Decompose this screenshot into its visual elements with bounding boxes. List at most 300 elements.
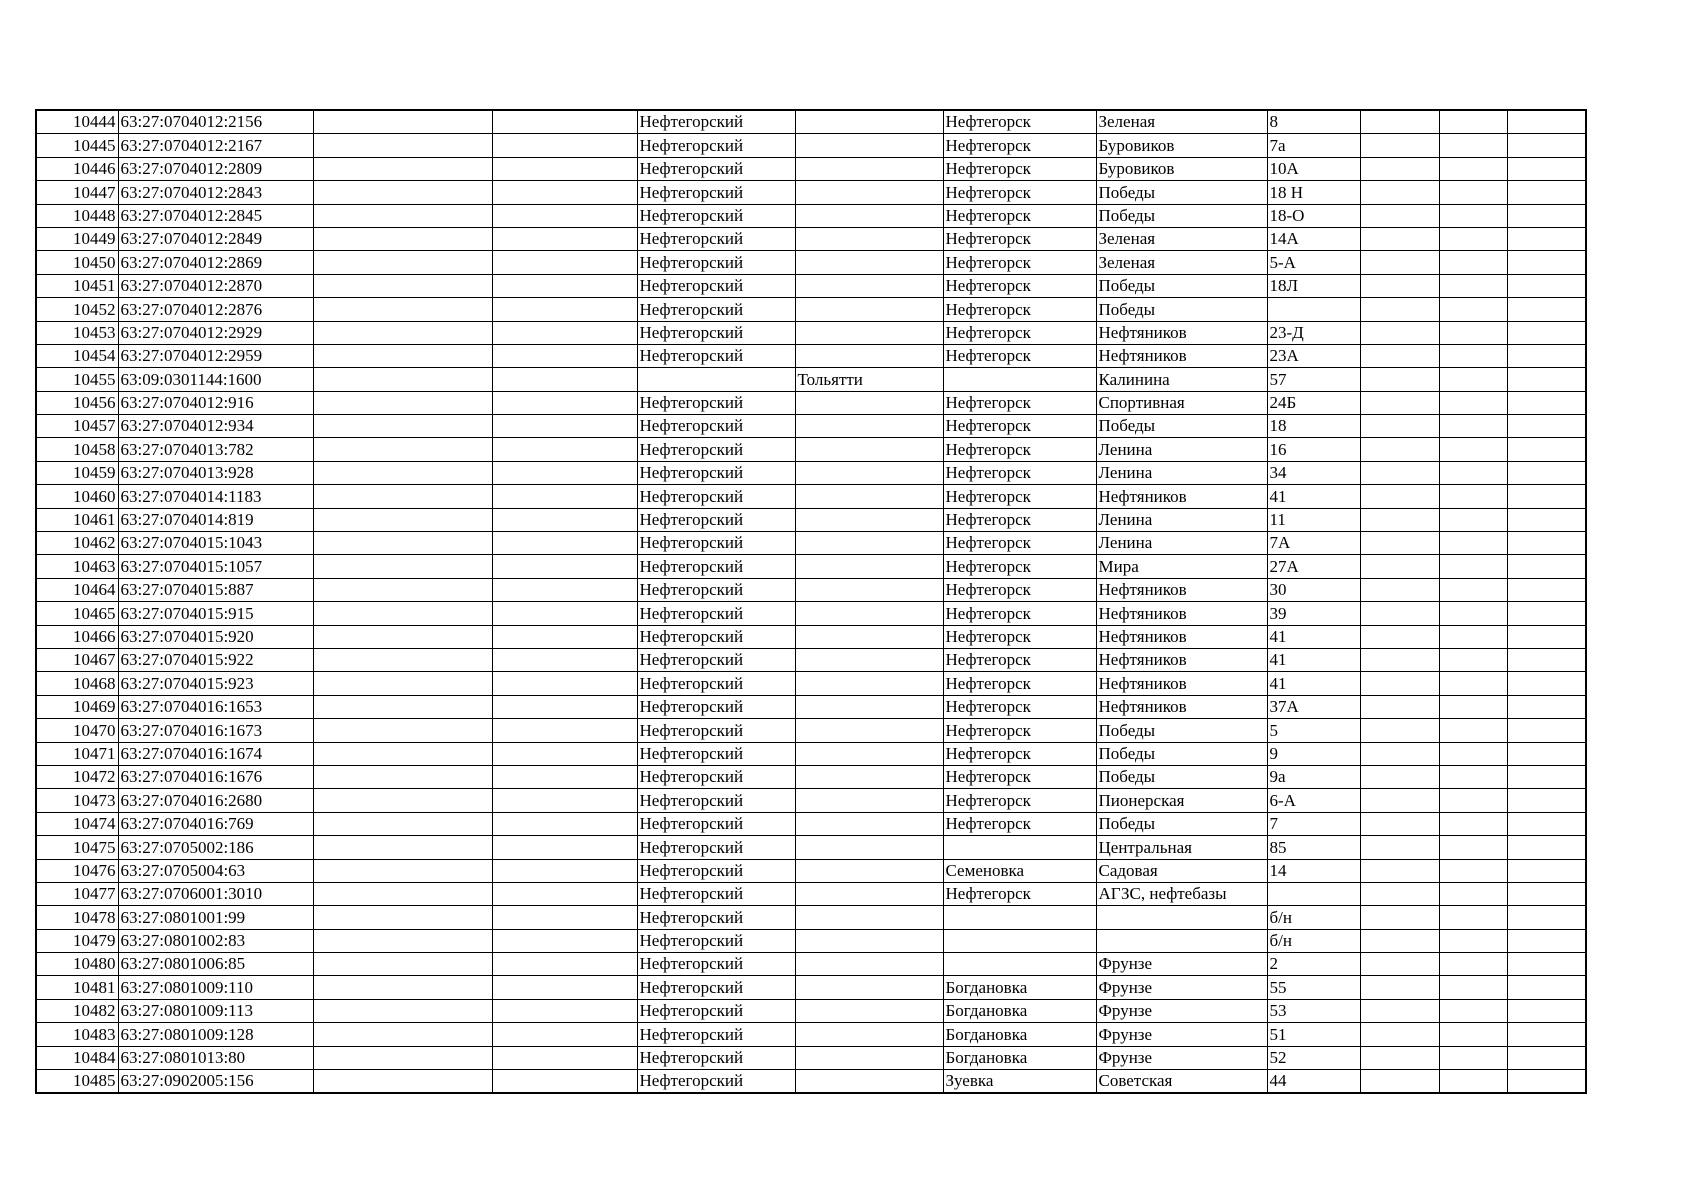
cell-settlement: Нефтегорск (943, 672, 1096, 695)
table-row (36, 578, 1586, 601)
cell-col-blank-3 (1360, 765, 1439, 788)
cell-cadastral-number: 63:27:0801009:128 (118, 1023, 313, 1046)
cell-col-blank-3 (1360, 906, 1439, 929)
cell-settlement: Нефтегорск (943, 438, 1096, 461)
cell-col-blank-3 (1360, 695, 1439, 718)
cell-city (795, 391, 943, 414)
cell-row-number: 10459 (36, 461, 118, 484)
cell-district: Нефтегорский (637, 438, 795, 461)
cell-settlement: Нефтегорск (943, 882, 1096, 905)
cell-house-number: 57 (1267, 368, 1360, 391)
cell-cadastral-number: 63:27:0704012:2959 (118, 344, 313, 367)
cell-settlement: Нефтегорск (943, 648, 1096, 671)
cell-row-number: 10449 (36, 227, 118, 250)
table-row (36, 415, 1586, 438)
cell-col-blank-5 (1507, 906, 1586, 929)
cell-settlement: Нефтегорск (943, 812, 1096, 835)
cell-row-number: 10448 (36, 204, 118, 227)
cell-street: Нефтяников (1096, 648, 1267, 671)
cell-cadastral-number: 63:27:0704012:916 (118, 391, 313, 414)
cell-cadastral-number: 63:27:0704012:934 (118, 415, 313, 438)
cell-street: Нефтяников (1096, 485, 1267, 508)
cell-settlement: Нефтегорск (943, 344, 1096, 367)
table-row (36, 999, 1586, 1022)
table-row (36, 134, 1586, 157)
cell-district: Нефтегорский (637, 1023, 795, 1046)
cell-settlement: Нефтегорск (943, 321, 1096, 344)
cell-col-blank-4 (1439, 274, 1507, 297)
cell-row-number: 10478 (36, 906, 118, 929)
cell-street: Ленина (1096, 508, 1267, 531)
cell-district: Нефтегорский (637, 836, 795, 859)
table-row (36, 438, 1586, 461)
cell-col-blank-2 (492, 157, 637, 180)
cell-col-blank-3 (1360, 298, 1439, 321)
cell-col-blank-1 (313, 157, 492, 180)
cell-col-blank-4 (1439, 882, 1507, 905)
cell-row-number: 10446 (36, 157, 118, 180)
cell-col-blank-4 (1439, 204, 1507, 227)
cell-district: Нефтегорский (637, 532, 795, 555)
cell-settlement: Нефтегорск (943, 485, 1096, 508)
cell-street: Победы (1096, 181, 1267, 204)
cell-row-number: 10452 (36, 298, 118, 321)
cell-cadastral-number: 63:27:0704012:2843 (118, 181, 313, 204)
table-row (36, 485, 1586, 508)
cell-street: Нефтяников (1096, 578, 1267, 601)
cell-col-blank-1 (313, 953, 492, 976)
cell-settlement: Нефтегорск (943, 391, 1096, 414)
cell-row-number: 10455 (36, 368, 118, 391)
cell-col-blank-1 (313, 344, 492, 367)
cell-house-number: 16 (1267, 438, 1360, 461)
cell-col-blank-1 (313, 1046, 492, 1069)
cell-col-blank-5 (1507, 1046, 1586, 1069)
cell-col-blank-3 (1360, 555, 1439, 578)
cell-col-blank-2 (492, 906, 637, 929)
cell-cadastral-number: 63:27:0704014:819 (118, 508, 313, 531)
cell-street: Зеленая (1096, 227, 1267, 250)
cell-row-number: 10450 (36, 251, 118, 274)
cell-row-number: 10465 (36, 602, 118, 625)
cell-street: Победы (1096, 812, 1267, 835)
cell-district: Нефтегорский (637, 485, 795, 508)
cell-col-blank-5 (1507, 672, 1586, 695)
cell-district: Нефтегорский (637, 555, 795, 578)
cell-street: Нефтяников (1096, 321, 1267, 344)
cell-col-blank-3 (1360, 625, 1439, 648)
cell-district: Нефтегорский (637, 625, 795, 648)
cell-street: Фрунзе (1096, 1023, 1267, 1046)
cell-col-blank-3 (1360, 999, 1439, 1022)
cell-district: Нефтегорский (637, 508, 795, 531)
cell-row-number: 10470 (36, 719, 118, 742)
cell-city (795, 110, 943, 134)
cell-col-blank-1 (313, 859, 492, 882)
cell-row-number: 10454 (36, 344, 118, 367)
table-row (36, 391, 1586, 414)
cell-district: Нефтегорский (637, 695, 795, 718)
cell-city (795, 1070, 943, 1094)
table-row (36, 765, 1586, 788)
cell-col-blank-3 (1360, 344, 1439, 367)
cell-col-blank-5 (1507, 368, 1586, 391)
cell-row-number: 10464 (36, 578, 118, 601)
cell-col-blank-5 (1507, 882, 1586, 905)
cell-settlement: Зуевка (943, 1070, 1096, 1094)
cell-row-number: 10461 (36, 508, 118, 531)
table-row (36, 625, 1586, 648)
cell-col-blank-3 (1360, 719, 1439, 742)
cell-district: Нефтегорский (637, 181, 795, 204)
cell-cadastral-number: 63:27:0704012:2845 (118, 204, 313, 227)
cell-col-blank-2 (492, 485, 637, 508)
cell-cadastral-number: 63:27:0704015:1043 (118, 532, 313, 555)
cell-cadastral-number: 63:27:0704016:2680 (118, 789, 313, 812)
cell-street: Нефтяников (1096, 625, 1267, 648)
cell-col-blank-3 (1360, 648, 1439, 671)
cell-col-blank-4 (1439, 508, 1507, 531)
cell-col-blank-5 (1507, 719, 1586, 742)
cell-col-blank-4 (1439, 555, 1507, 578)
cell-col-blank-4 (1439, 1046, 1507, 1069)
cell-col-blank-3 (1360, 438, 1439, 461)
cell-house-number: 41 (1267, 485, 1360, 508)
cell-settlement: Семеновка (943, 859, 1096, 882)
cell-cadastral-number: 63:27:0704012:2869 (118, 251, 313, 274)
cell-house-number: 7а (1267, 134, 1360, 157)
cell-district: Нефтегорский (637, 578, 795, 601)
cell-city (795, 742, 943, 765)
table-row (36, 321, 1586, 344)
cell-cadastral-number: 63:27:0704012:2876 (118, 298, 313, 321)
cell-street: Советская (1096, 1070, 1267, 1094)
cell-street: Фрунзе (1096, 1046, 1267, 1069)
cell-house-number: 10А (1267, 157, 1360, 180)
cell-district: Нефтегорский (637, 157, 795, 180)
cell-city (795, 836, 943, 859)
cell-cadastral-number: 63:09:0301144:1600 (118, 368, 313, 391)
cell-col-blank-5 (1507, 1070, 1586, 1094)
cell-district: Нефтегорский (637, 298, 795, 321)
cell-settlement: Нефтегорск (943, 204, 1096, 227)
cell-col-blank-1 (313, 625, 492, 648)
cell-cadastral-number: 63:27:0704012:2809 (118, 157, 313, 180)
cell-cadastral-number: 63:27:0704015:1057 (118, 555, 313, 578)
cell-street: Победы (1096, 765, 1267, 788)
cell-cadastral-number: 63:27:0704016:1673 (118, 719, 313, 742)
cell-city (795, 274, 943, 297)
cell-col-blank-4 (1439, 953, 1507, 976)
table-row (36, 929, 1586, 952)
cell-house-number: 44 (1267, 1070, 1360, 1094)
cell-district: Нефтегорский (637, 1046, 795, 1069)
cell-col-blank-3 (1360, 1023, 1439, 1046)
cell-city (795, 976, 943, 999)
cell-row-number: 10444 (36, 110, 118, 134)
cell-settlement: Нефтегорск (943, 602, 1096, 625)
cell-city (795, 555, 943, 578)
cell-cadastral-number: 63:27:0704016:1676 (118, 765, 313, 788)
table-row (36, 204, 1586, 227)
cell-district: Нефтегорский (637, 461, 795, 484)
cell-col-blank-4 (1439, 906, 1507, 929)
cell-col-blank-4 (1439, 1023, 1507, 1046)
cell-col-blank-2 (492, 672, 637, 695)
cell-col-blank-5 (1507, 461, 1586, 484)
cell-col-blank-5 (1507, 1023, 1586, 1046)
cell-col-blank-1 (313, 274, 492, 297)
cell-cadastral-number: 63:27:0705004:63 (118, 859, 313, 882)
cell-col-blank-3 (1360, 1046, 1439, 1069)
cell-row-number: 10468 (36, 672, 118, 695)
cell-col-blank-4 (1439, 1070, 1507, 1094)
cell-house-number: 7А (1267, 532, 1360, 555)
table-row (36, 812, 1586, 835)
cell-row-number: 10467 (36, 648, 118, 671)
cell-col-blank-5 (1507, 929, 1586, 952)
cell-col-blank-1 (313, 227, 492, 250)
cell-col-blank-3 (1360, 274, 1439, 297)
cell-house-number: 6-А (1267, 789, 1360, 812)
cell-district: Нефтегорский (637, 742, 795, 765)
cell-col-blank-2 (492, 976, 637, 999)
cell-col-blank-5 (1507, 976, 1586, 999)
cell-col-blank-4 (1439, 157, 1507, 180)
cell-col-blank-4 (1439, 298, 1507, 321)
cell-city (795, 999, 943, 1022)
cell-col-blank-1 (313, 648, 492, 671)
cell-col-blank-4 (1439, 321, 1507, 344)
cell-district: Нефтегорский (637, 789, 795, 812)
cell-col-blank-1 (313, 906, 492, 929)
cell-col-blank-1 (313, 532, 492, 555)
cell-street: Фрунзе (1096, 976, 1267, 999)
cell-col-blank-2 (492, 765, 637, 788)
cell-settlement: Нефтегорск (943, 508, 1096, 531)
cell-street: Нефтяников (1096, 602, 1267, 625)
cell-street: Буровиков (1096, 157, 1267, 180)
cell-col-blank-4 (1439, 485, 1507, 508)
cell-cadastral-number: 63:27:0704013:782 (118, 438, 313, 461)
cell-col-blank-5 (1507, 789, 1586, 812)
cell-house-number (1267, 882, 1360, 905)
cell-settlement: Нефтегорск (943, 298, 1096, 321)
cell-col-blank-2 (492, 929, 637, 952)
cell-col-blank-1 (313, 882, 492, 905)
cell-row-number: 10458 (36, 438, 118, 461)
cell-city (795, 695, 943, 718)
cell-col-blank-2 (492, 181, 637, 204)
cell-col-blank-2 (492, 321, 637, 344)
cell-col-blank-1 (313, 555, 492, 578)
cell-settlement: Богдановка (943, 1046, 1096, 1069)
cell-col-blank-1 (313, 251, 492, 274)
cell-street: Калинина (1096, 368, 1267, 391)
cell-col-blank-4 (1439, 415, 1507, 438)
cell-col-blank-2 (492, 368, 637, 391)
records-table (35, 109, 1587, 1094)
cell-col-blank-3 (1360, 181, 1439, 204)
cell-city (795, 251, 943, 274)
cell-city (795, 1023, 943, 1046)
cell-city (795, 929, 943, 952)
cell-district: Нефтегорский (637, 648, 795, 671)
cell-district: Нефтегорский (637, 227, 795, 250)
cell-col-blank-3 (1360, 812, 1439, 835)
cell-col-blank-1 (313, 110, 492, 134)
cell-house-number: 24Б (1267, 391, 1360, 414)
cell-row-number: 10474 (36, 812, 118, 835)
cell-col-blank-4 (1439, 976, 1507, 999)
cell-district: Нефтегорский (637, 344, 795, 367)
cell-district: Нефтегорский (637, 929, 795, 952)
table-row (36, 976, 1586, 999)
cell-row-number: 10483 (36, 1023, 118, 1046)
cell-col-blank-4 (1439, 181, 1507, 204)
cell-district: Нефтегорский (637, 110, 795, 134)
cell-col-blank-1 (313, 836, 492, 859)
cell-col-blank-1 (313, 578, 492, 601)
cell-cadastral-number: 63:27:0704016:769 (118, 812, 313, 835)
cell-city (795, 882, 943, 905)
cell-cadastral-number: 63:27:0704015:923 (118, 672, 313, 695)
table-row (36, 227, 1586, 250)
cell-cadastral-number: 63:27:0704014:1183 (118, 485, 313, 508)
cell-district (637, 368, 795, 391)
cell-col-blank-4 (1439, 391, 1507, 414)
cell-col-blank-4 (1439, 695, 1507, 718)
cell-col-blank-2 (492, 953, 637, 976)
cell-col-blank-1 (313, 391, 492, 414)
cell-cadastral-number: 63:27:0801009:113 (118, 999, 313, 1022)
cell-col-blank-2 (492, 812, 637, 835)
cell-cadastral-number: 63:27:0706001:3010 (118, 882, 313, 905)
cell-col-blank-1 (313, 1023, 492, 1046)
cell-street: Фрунзе (1096, 999, 1267, 1022)
cell-col-blank-4 (1439, 438, 1507, 461)
cell-house-number: 18 Н (1267, 181, 1360, 204)
cell-col-blank-4 (1439, 532, 1507, 555)
cell-col-blank-3 (1360, 321, 1439, 344)
cell-col-blank-2 (492, 438, 637, 461)
cell-city (795, 765, 943, 788)
cell-street: Спортивная (1096, 391, 1267, 414)
cell-col-blank-4 (1439, 672, 1507, 695)
table-row (36, 508, 1586, 531)
cell-row-number: 10447 (36, 181, 118, 204)
cell-district: Нефтегорский (637, 672, 795, 695)
cell-city (795, 415, 943, 438)
cell-settlement: Нефтегорск (943, 415, 1096, 438)
cell-settlement (943, 929, 1096, 952)
cell-city (795, 508, 943, 531)
cell-settlement: Нефтегорск (943, 227, 1096, 250)
cell-house-number: б/н (1267, 906, 1360, 929)
cell-district: Нефтегорский (637, 391, 795, 414)
cell-col-blank-5 (1507, 438, 1586, 461)
cell-settlement: Нефтегорск (943, 251, 1096, 274)
cell-house-number: 7 (1267, 812, 1360, 835)
cell-col-blank-2 (492, 298, 637, 321)
cell-col-blank-3 (1360, 251, 1439, 274)
cell-row-number: 10473 (36, 789, 118, 812)
cell-house-number: 14А (1267, 227, 1360, 250)
table-row (36, 298, 1586, 321)
cell-col-blank-4 (1439, 461, 1507, 484)
cell-house-number: 39 (1267, 602, 1360, 625)
cell-row-number: 10466 (36, 625, 118, 648)
cell-house-number: 27А (1267, 555, 1360, 578)
table-row (36, 251, 1586, 274)
cell-cadastral-number: 63:27:0801002:83 (118, 929, 313, 952)
cell-city (795, 648, 943, 671)
table-row (36, 344, 1586, 367)
cell-col-blank-5 (1507, 999, 1586, 1022)
cell-col-blank-1 (313, 765, 492, 788)
cell-street: Победы (1096, 415, 1267, 438)
table-row (36, 648, 1586, 671)
table-row (36, 882, 1586, 905)
cell-city (795, 157, 943, 180)
cell-street: Зеленая (1096, 110, 1267, 134)
cell-col-blank-3 (1360, 110, 1439, 134)
cell-col-blank-2 (492, 227, 637, 250)
cell-col-blank-5 (1507, 134, 1586, 157)
cell-col-blank-4 (1439, 625, 1507, 648)
cell-col-blank-2 (492, 274, 637, 297)
cell-house-number: 9а (1267, 765, 1360, 788)
cell-col-blank-1 (313, 976, 492, 999)
cell-col-blank-2 (492, 461, 637, 484)
table-row (36, 555, 1586, 578)
cell-city (795, 906, 943, 929)
cell-city (795, 485, 943, 508)
cell-house-number: 23-Д (1267, 321, 1360, 344)
cell-col-blank-1 (313, 812, 492, 835)
cell-house-number: 52 (1267, 1046, 1360, 1069)
cell-col-blank-5 (1507, 485, 1586, 508)
cell-col-blank-1 (313, 719, 492, 742)
cell-col-blank-3 (1360, 532, 1439, 555)
cell-col-blank-5 (1507, 648, 1586, 671)
cell-col-blank-5 (1507, 836, 1586, 859)
cell-settlement: Богдановка (943, 1023, 1096, 1046)
table-row (36, 672, 1586, 695)
cell-cadastral-number: 63:27:0705002:186 (118, 836, 313, 859)
cell-col-blank-3 (1360, 859, 1439, 882)
cell-street: Победы (1096, 742, 1267, 765)
cell-col-blank-3 (1360, 461, 1439, 484)
cell-row-number: 10445 (36, 134, 118, 157)
cell-col-blank-3 (1360, 836, 1439, 859)
table-row (36, 836, 1586, 859)
cell-city (795, 461, 943, 484)
cell-district: Нефтегорский (637, 765, 795, 788)
cell-col-blank-1 (313, 695, 492, 718)
cell-street: Нефтяников (1096, 672, 1267, 695)
cell-col-blank-2 (492, 1070, 637, 1094)
cell-cadastral-number: 63:27:0704012:2849 (118, 227, 313, 250)
cell-cadastral-number: 63:27:0704013:928 (118, 461, 313, 484)
cell-settlement: Нефтегорск (943, 532, 1096, 555)
cell-house-number: 41 (1267, 625, 1360, 648)
cell-settlement: Нефтегорск (943, 181, 1096, 204)
cell-col-blank-2 (492, 251, 637, 274)
cell-cadastral-number: 63:27:0801013:80 (118, 1046, 313, 1069)
cell-cadastral-number: 63:27:0704012:2156 (118, 110, 313, 134)
cell-cadastral-number: 63:27:0704015:920 (118, 625, 313, 648)
